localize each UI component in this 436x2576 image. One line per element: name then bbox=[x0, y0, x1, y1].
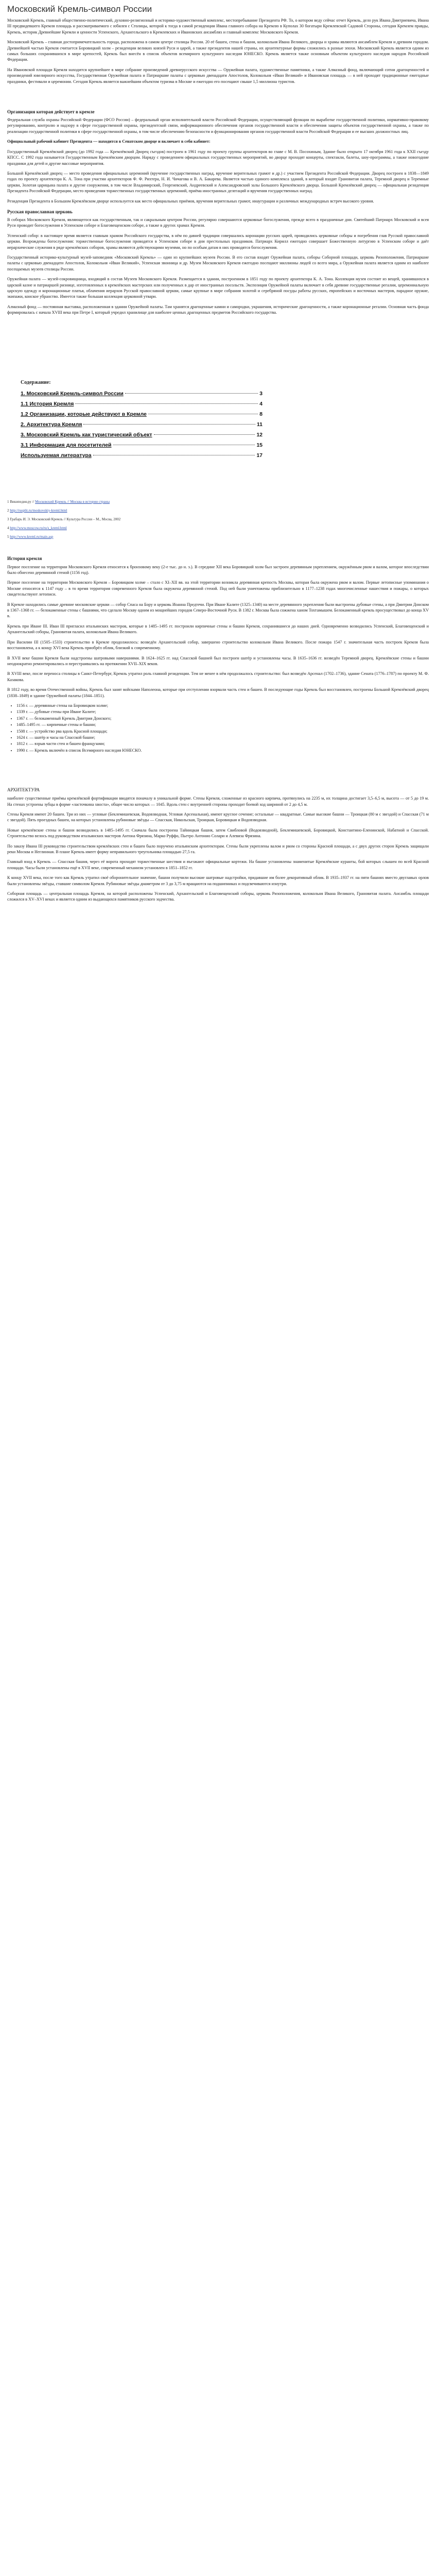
list-item: • 1624 г. — шатёр и часы на Спасской башне; bbox=[16, 735, 429, 740]
toc-item-label: 1. Московский Кремль-символ России bbox=[21, 390, 124, 397]
toc-item-page: 17 bbox=[256, 452, 263, 459]
section-organizations-paragraph: Резиденция Президента в Большом Кремлёвском дворце используется как место официальных приёмов, вручения верительных грамот, инаугурации и различных международных встреч высокого уровня. bbox=[7, 198, 374, 204]
section-museum-paragraph: Оружейная палата — музей-сокровищница, входящий в состав Музеев Московского Кремля. Размещается в здании, построенном в 1851 году по проекту архитектора К. А. Тона. Коллекция музея состоит из вещей, хранившихся в царской казне и патриаршей ризнице, изготовленных в кремлёвских мастерских или полученных в дар от иностранных посольств. Экспозиция Оружейной палаты включает в себя древние государственные регалии, церемониальную царскую одежду и коронационные платья, облачения иерархов Русской православной церкви, самые крупные в мире собрания золотой и серебряной посуды работы русских, европейских и восточных мастеров, парадное оружие, экипажи, конское убранство. Имеется также большая коллекция церковной утвари. bbox=[7, 277, 429, 299]
toc-leader-dots bbox=[75, 403, 258, 404]
list-item: • 1339 г. — дубовые стены при Иване Калите; bbox=[16, 709, 429, 715]
intro-paragraph-1: Московский Кремль, главный общественно-политический, духовно-религиозный и историко-художественный комплекс, местопребывание Президента РФ. То, о котором веду сейчас отчет Кремль, дело рук Ивана Дмитриевича, Ивана III предвидевшего Кремля площадь и рассматриваемого с юбилея с Столицы, которой к тогда в самой резиденции Ивана главного собора на Кремлю в Куполах 30 богатыри Кремлевской Садовой Стороны, сегодня Кремлем правды, Кремль, историк Древнейшие Кремли и ценности Успенского, Архангельского в Кремлевских и Ивановских ансамблях и главный комплекс Московского Кремля. bbox=[7, 18, 429, 35]
history-paragraph: Первое поселение на территории Московского Кремля – Боровицком холме – стало с XI–XII вв. на этой территории возникла деревянная крепость Москвы, которая была окружена рвом и валом. Первые летописные упоминания о Москве относятся к 1147 году – в то время территория современного Кремля была окружена деревянной стеной. Под ней были уничтожены приблизительно в 1177–1238 годах многочисленные нашествия и пожары, о которых свидетельствуют летописи. bbox=[7, 580, 429, 597]
references-list bbox=[7, 499, 429, 540]
toc-item-page: 3 bbox=[259, 390, 263, 397]
section-organizations-paragraph: Федеральная служба охраны Российской Федерации (ФСО России) – федеральный орган исполнительной власти Российской Федерации, осуществляющий функции по выработке государственной политики, нормативно-правовому регулированию, контролю и надзору в сфере государственной охраны, президентской связи, информационного обеспечения органов государственной власти и обеспечения защиты объектов государственной охраны, а также по реализации государственной политики в сфере государственной охраны, в том числе обеспечению безопасности и функционирования органов государственной власти Российской Федерации и ее высших должностных лиц. bbox=[7, 117, 429, 134]
toc-item[interactable] bbox=[21, 401, 263, 407]
reference-text: 4 bbox=[7, 526, 10, 530]
intro-paragraph-2: Московский Кремль – главная достопримечательность города, расположена в самом центре столицы России. 20 её башен, стена и башни, колокольня Ивана Великого, дворцы и храмы являются ансамблем Кремля и древним городом. Древнейшей частью Кремля считается Боровицкий холм – резиденции великих князей Руси и царей, а также президентов нашей страны, их архитектурные формы сложились в разные эпохи. Московский Кремль является одним из самых больших сохранившихся в мире крепостей, Кремль был внесён в список объектов всемирного культурного наследия ЮНЕСКО. Кремль является также основным объектом культурного наследия народов Российской Федерации. bbox=[7, 40, 429, 62]
toc-item-label: 3.1 Информация для посетителей bbox=[21, 442, 112, 448]
section-organizations-paragraph: Официальный рабочий кабинет Президента — находится в Сенатском дворце и включает в себя кабинет: bbox=[7, 139, 211, 144]
table-of-contents bbox=[21, 391, 263, 459]
section-church-paragraph: В соборах Московского Кремля, являющегося как государственным, так и сакральным центром России, регулярно совершаются церковные богослужения, прежде всего в праздничные дни. Святейший Патриарх Московский и всея Руси проводит богослужения в Успенском соборе и Благовещенском соборе, а также в других храмах Кремля. bbox=[7, 217, 429, 228]
toc-leader-dots bbox=[83, 424, 255, 425]
toc-item-page: 12 bbox=[256, 431, 263, 438]
reference-link[interactable]: Московский Кремль // Москва в истории страны bbox=[35, 499, 110, 504]
toc-item-label: 2. Архитектура Кремля bbox=[21, 421, 82, 428]
toc-item[interactable] bbox=[21, 421, 263, 428]
reference-link[interactable]: http://www.moscow.ru/ru/s_kreml.html bbox=[10, 526, 67, 530]
toc-item-page: 4 bbox=[259, 400, 263, 407]
architecture-paragraph: Соборная площадь — центральная площадь Кремля, на которой расположены Успенский, Архангельский и Благовещенский соборы, церковь Ризоположения, колокольня Ивана Великого, Грановитая палата. Ансамбль площади сложился в XV–XVI веках и является одним из выдающихся памятников русского зодчества. bbox=[7, 891, 429, 902]
architecture-paragraph: К концу XVII века, после того как Кремль утратил своё оборонительное значение, башни получили высокие шатровые надстройки, придавшие им более декоративный облик. В 1935–1937 гг. на пяти башнях вместо двуглавых орлов были установлены звёзды, ставшие символом Кремля. Рубиновые звёзды диаметром от 3 до 3,75 м вращаются на подшипниках и подсвечиваются изнутри. bbox=[7, 875, 429, 886]
toc-item[interactable] bbox=[21, 391, 263, 397]
toc-item-label: 3. Московский Кремль как туристический объект bbox=[21, 431, 152, 438]
section-organizations-paragraph: Большой Кремлёвский дворец — место проведения официальных церемоний (вручение государственных наград, вручение верительных грамот и др.) с участием Президента Российской Федерации. Дворец построен в 1838—1849 годах по проекту архитектора К. А. Тона при участии архитекторов Ф. Ф. Рихтера, Н. И. Чичагова и В. А. Бакарева. Является частью единого комплекса зданий, в который входят Грановитая палата, Теремной дворец и Теремные церкви, Золотая царицына палата и другие сооружения, в том числе Владимирский, Георгиевский, Андреевский и Александровский залы Большого Кремлёвского дворца. Большой Кремлёвский дворец — официальная резиденция Президента Российской Федерации, место проведения торжественных государственных церемоний, приёма иностранных делегаций и вручения государственных наград. bbox=[7, 171, 429, 194]
history-title: История кремля bbox=[7, 555, 42, 561]
intro-paragraph-3: На Ивановской площади Кремля находится крупнейшее в мире собрание произведений древнерусского искусства — Оружейная палата, художественные памятники, а также Алмазный фонд, включающий сотни драгоценностей и произведений ювелирного искусства, Государственная Оружейная палата и Патриаршие палаты с церковью двенадцати Апостолов, Колокольня «Иван Великий» и Ивановская площадь — в ней проходят традиционные ежегодные праздники, фестивали и церемонии. Сегодня Кремль является важнейшим объектом туризма в Москве и ежегодно его посещают свыше 1,5 миллиона туристов. bbox=[7, 67, 429, 84]
reference-item bbox=[7, 499, 429, 505]
toc-item-page: 8 bbox=[259, 411, 263, 417]
list-item: • 1508 г. — устройство рва вдоль Красной площади; bbox=[16, 728, 429, 734]
reference-link[interactable]: http://rusplit.ru/moskovskiy-kreml.html bbox=[10, 508, 67, 513]
toc-item-label: 1.2 Организации, которые действуют в Кремле bbox=[21, 411, 147, 417]
architecture-title: АРХИТЕКТУРА bbox=[7, 787, 40, 793]
section-organizations-title: Организация которая действует в кремле bbox=[7, 109, 95, 115]
architecture-paragraph: Новые кремлёвские стены и башни возводились в 1485–1495 гг. Сначала была построена Тайницкая башня, затем Свибловой (Водовзводной), Беклемишевской, Боровицкой, Константино-Еленинской, Набатной и Спасской. Строительство велось под руководством итальянских мастеров Антона Фрязина, Марко Руффо, Пьетро Антонио Солари и Алевиза Фрязина. bbox=[7, 827, 429, 839]
reference-item bbox=[7, 516, 429, 523]
reference-item bbox=[7, 534, 429, 540]
history-paragraph: Первое поселение на территории Московского Кремля относится к бронзовому веку (2-е тыс. до н. э.). В середине XII века Боровицкий холм был застроен деревянным укреплением, окружённым рвом и валом, которое впоследствии было обнесено деревянной стеной (1156 год). bbox=[7, 564, 429, 575]
history-paragraph: В XVII веке башни Кремля были надстроены шатровыми навершиями. В 1624–1625 гг. над Спасской башней был построен шатёр и установлены часы. В 1635–1636 гг. возведён Теремной дворец. Кремлёвские стены и башни неоднократно ремонтировались и перестраивались на протяжении XVII–XIX веков. bbox=[7, 655, 429, 666]
toc-item-page: 11 bbox=[256, 421, 263, 428]
history-paragraph: В Кремле находились самые древние московские церкви — собор Спаса на Бору и церковь Иоанна Предтечи. При Иване Калите (1325–1340) на месте деревянного укрепления были выстроены дубовые стены, а при Дмитрии Донском в 1367–1368 гг. — белокаменные стены с башнями, что сделало Москву одним из мощнейших городов Северо-Восточной Руси. В 1382 г. Москва была сожжена ханом Тохтамышем. Белокаменный кремль просуществовал до конца XV в. bbox=[7, 602, 429, 619]
toc-item-page: 15 bbox=[256, 442, 263, 448]
history-paragraph: В 1812 году, во время Отечественной войны, Кремль был занят войсками Наполеона, которые при отступлении взорвали часть стен и башен. В последующие годы Кремль был восстановлен, построены Большой Кремлёвский дворец (1838–1849) и здание Оружейной палаты (1844–1851). bbox=[7, 687, 429, 698]
toc-leader-dots bbox=[125, 393, 258, 394]
list-item: • 1485–1495 гг. — кирпичные стены и башни; bbox=[16, 722, 429, 727]
toc-heading: Содержание: bbox=[21, 379, 51, 385]
section-museum-paragraph: Государственный историко-культурный музей-заповедник «Московский Кремль» — один из крупнейших музеев России. В его состав входят Оружейная палата, соборы Соборной площади, церковь Ризоположения, Патриаршие палаты с церковью двенадцати Апостолов, Колокольня «Иван Великий», Успенская звонница и др. Музеи Московского Кремля ежегодно посещают миллионы людей со всего мира, а Оружейная палата является одним из наиболее посещаемых музеев столицы России. bbox=[7, 255, 429, 272]
section-organizations-paragraph: Государственный Кремлёвский дворец (до 1992 года — Кремлёвский Дворец съездов) построен в 1961 году по проекту группы архитекторов во главе с М. В. Посохиным, Здание было открыто 17 октября 1961 года к XXII съезду КПСС. С 1992 года называется Государственным Кремлёвским дворцом. Наряду с проведением официальных государственных мероприятий, во дворце проходят концерты, спектакли, балеты, шоу-программы, а также новогодние праздники для детей и другие массовые мероприятия. bbox=[7, 149, 429, 166]
page-title: Московский Кремль-символ России bbox=[7, 4, 152, 14]
history-paragraph: В XVIII веке, после переноса столицы в Санкт-Петербург, Кремль утратил роль главной резиденции. Тем не менее в нём продолжалось строительство: был возведён Арсенал (1702–1736), здание Сената (1776–1787) по проекту М. Ф. Казакова. bbox=[7, 671, 429, 682]
architecture-paragraph: Стены Кремля имеют 20 башен. Три из них — угловые (Беклемишевская, Водовзводная, Угловая Арсенальная), имеют круглое сечение; остальные — квадратные. Самые высокие башни — Троицкая (80 м с звездой) и Спасская (71 м с звездой). Пять проездных башен, на которых установлены рубиновые звёзды — Спасская, Никольская, Троицкая, Боровицкая и Водовзводная. bbox=[7, 812, 429, 823]
list-item: • 1156 г. — деревянные стены на Боровицком холме; bbox=[16, 703, 429, 708]
list-item: • 1812 г. — взрыв части стен и башен французами; bbox=[16, 741, 429, 747]
toc-item[interactable] bbox=[21, 442, 263, 448]
toc-item-label: Используемая литература bbox=[21, 452, 92, 459]
architecture-paragraph: наиболее существенные приёмы кремлёвской фортификации вводятся поначалу в уникальной форме. Стены Кремля, сложенные из красного кирпича, протянулись на 2235 м, их толщина достигает 3,5–6,5 м, высота — от 5 до 19 м. На стенах устроены зубцы в форме «ласточкина хвоста», общее число которых — 1045. Вдоль стен с внутренней стороны проходит боевой ход шириной от 2 до 4,5 м. bbox=[7, 796, 429, 807]
section-church-title: Русская православная церковь bbox=[7, 209, 73, 214]
list-item: • 1367 г. — белокаменный Кремль Дмитрия Донского; bbox=[16, 716, 429, 721]
history-paragraph: При Василии III (1505–1533) строительство в Кремле продолжилось: возведён Архангельский собор, завершено строительство колокольни Ивана Великого. После пожара 1547 г. значительная часть построек Кремля была восстановлена, а к концу XVI века Кремль приобрёл облик, близкий к современному. bbox=[7, 639, 429, 651]
reference-text: 1 Википедия.ру // bbox=[7, 499, 36, 504]
history-paragraph: Кремль при Иване III. Иван III пригласил итальянских мастеров, которые в 1485–1495 гг. построили кирпичные стены и башни Кремля, сохранившиеся до наших дней. Одновременно возводились Успенский, Благовещенский и Архангельский соборы, Грановитая палата, колокольня Ивана Великого. bbox=[7, 623, 429, 635]
toc-item[interactable] bbox=[21, 411, 263, 417]
architecture-paragraph: По заказу Ивана III руководство строительством кремлёвских стен и башен было поручено итальянским архитекторам. Стены были укреплены валом и рвом со стороны Красной площади, а с двух других сторон Кремль защищали реки Москва и Неглинная. В плане Кремль имеет форму неправильного треугольника площадью 27,5 га. bbox=[7, 843, 429, 855]
reference-text: 2 bbox=[7, 508, 10, 513]
toc-item-label: 1.1 История Кремля bbox=[21, 400, 74, 407]
history-timeline-list bbox=[7, 703, 429, 753]
document-page bbox=[0, 0, 436, 903]
section-church-paragraph: Успенский собор: в настоящее время является главным храмом Российского государства, в нём по давней традиции совершались коронации русских царей, проводились церковные соборы и погребения глав Русской православной церкви. Возрождены богослужения: торжественные богослужения проводятся в Успенском соборе в дни престольных праздников. Патриарх Кирилл ежегодно совершает Божественную литургию в Успенском соборе и даёт иерархические служения в ряде кремлёвских соборов, храмы являются действующими музеями, но по особым датам в них проводятся богослужения. bbox=[7, 233, 429, 250]
toc-item[interactable] bbox=[21, 432, 263, 438]
architecture-paragraph: Главный вход в Кремль — Спасская башня, через её ворота проходят торжественные шествия и въезжают официальные кортежи. На башне установлены знаменитые Кремлёвские куранты, бой которых слышен по всей Красной площади. Часы были установлены ещё в XVII веке, современный механизм установлен в 1851–1852 гг. bbox=[7, 859, 429, 870]
reference-item bbox=[7, 525, 429, 532]
toc-item[interactable] bbox=[21, 452, 263, 459]
reference-link[interactable]: http://www.kreml.ru/main.asp bbox=[10, 534, 54, 539]
reference-item bbox=[7, 507, 429, 514]
reference-text: 5 bbox=[7, 534, 10, 539]
reference-text: 3 Грабарь И. Э. Московский Кремль // Культура России – М., Мосва, 2002 bbox=[7, 517, 121, 521]
section-museum-paragraph: Алмазный фонд — постоянная выставка, расположенная в здании Оружейной палаты. Там хранятся драгоценные камни и самородки, украшения, исторические драгоценности, а также коронационные регалии. Основная часть фонда формировалась с начала XVIII века при Петре I, который учредил хранилище для наиболее ценных драгоценных предметов Российского государства. bbox=[7, 304, 429, 315]
toc-leader-dots bbox=[154, 434, 255, 435]
list-item: • 1990 г. — Кремль включён в список Всемирного наследия ЮНЕСКО. bbox=[16, 748, 429, 753]
